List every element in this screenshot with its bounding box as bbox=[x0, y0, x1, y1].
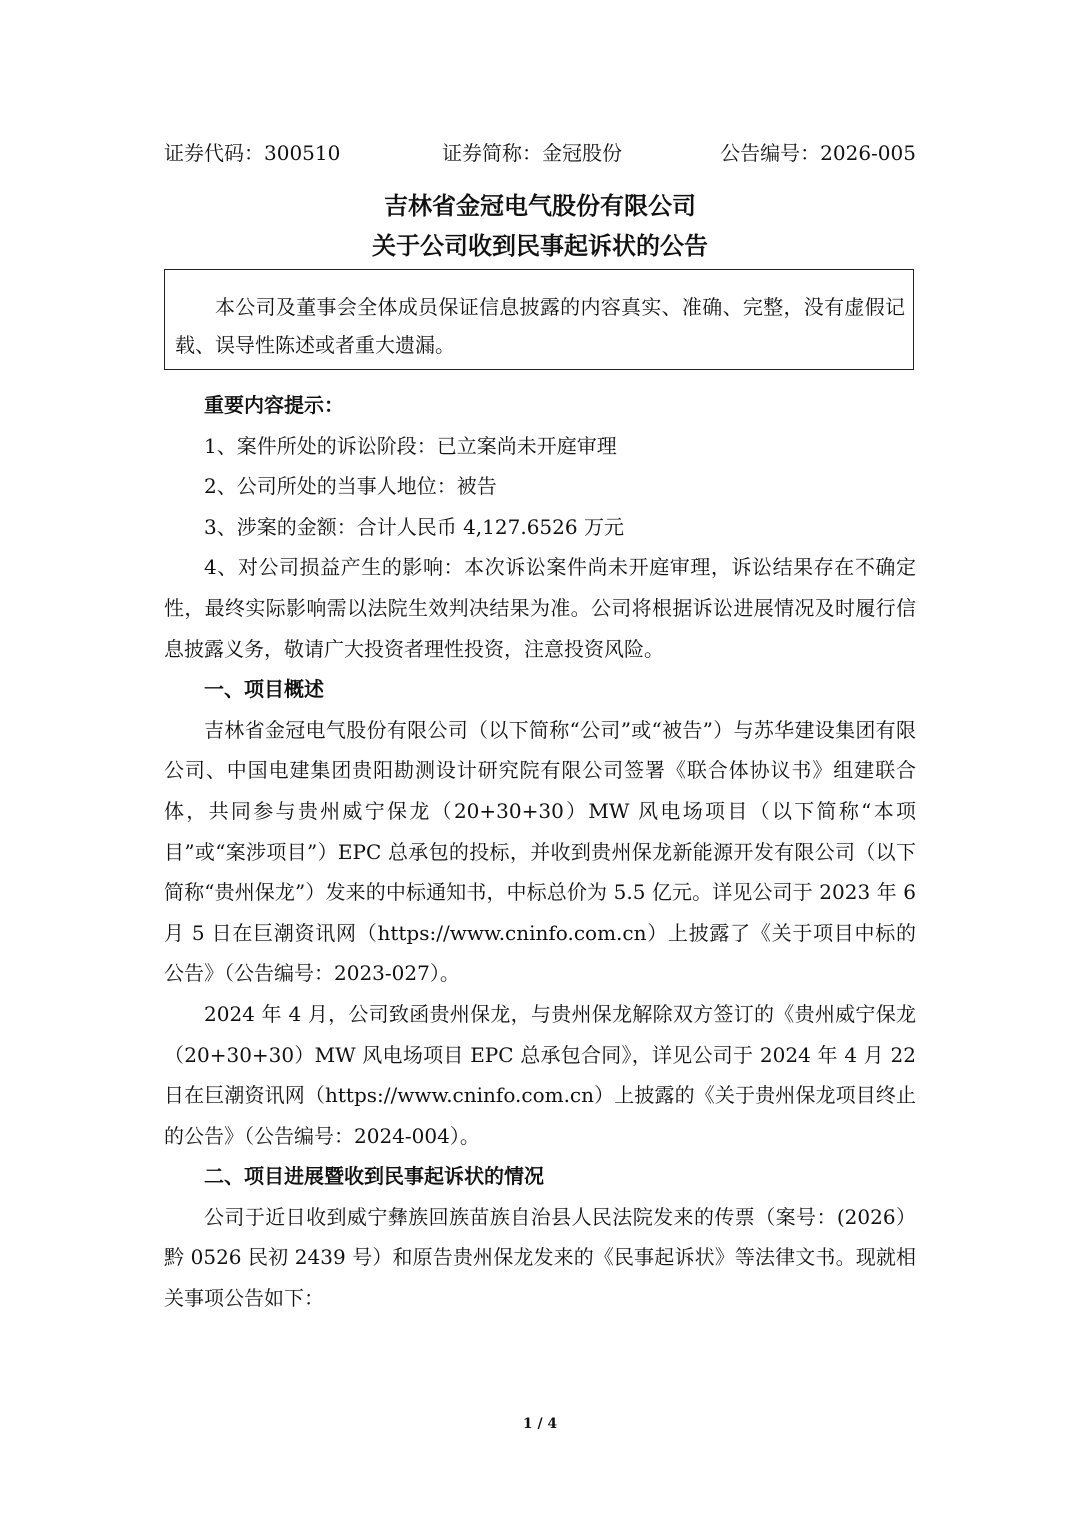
paragraph: 吉林省金冠电气股份有限公司（以下简称“公司”或“被告”）与苏华建设集团有限公司、中国电建集团贵阳勘测设计研究院有限公司签署《联合体协议书》组建联合体，共同参与贵州威宁保龙（20+30+30）MW 风电场项目（以下简称“本项目”或“案涉项目”）EPC 总承包的投标，并收到贵州保龙新能源开发有限公司（以下简称“贵州保龙”）发来的中标通知书，中标总价为 5.5 亿元。详见公司于 2023 年 6 月 5 日在巨潮资讯网（https://www.cninfo.com.cn）上披露了《关于项目中标的公告》（公告编号：2023-027）。 bbox=[164, 717, 916, 986]
board-statement-box bbox=[164, 269, 914, 370]
section-heading-overview: 一、项目概述 bbox=[204, 677, 324, 702]
board-statement-text: 本公司及董事会全体成员保证信息披露的内容真实、准确、完整，没有虚假记载、误导性陈述或者重大遗漏。 bbox=[175, 295, 905, 357]
company-title: 吉林省金冠电气股份有限公司 bbox=[384, 191, 696, 220]
summary-heading: 重要内容提示： bbox=[204, 393, 344, 417]
summary-item: 1、案件所处的诉讼阶段：已立案尚未开庭审理 bbox=[204, 433, 617, 458]
paragraph: 公司于近日收到威宁彝族回族苗族自治县人民法院发来的传票（案号：(2026）黔 0526 民初 2439 号）和原告贵州保龙发来的《民事起诉状》等法律文书。现就相关事项公告如下： bbox=[164, 1204, 916, 1311]
page-number: 1 / 4 bbox=[522, 1416, 558, 1432]
summary-item: 4、对公司损益产生的影响：本次诉讼案件尚未开庭审理，诉讼结果存在不确定性，最终实际影响需以法院生效判决结果为准。公司将根据诉讼进展情况及时履行信息披露义务，敬请广大投资者理性投资，注意投资风险。 bbox=[164, 555, 916, 661]
summary-item: 2、公司所处的当事人地位：被告 bbox=[204, 474, 497, 499]
paragraph: 2024 年 4 月，公司致函贵州保龙，与贵州保龙解除双方签订的《贵州威宁保龙（20+30+30）MW 风电场项目 EPC 总承包合同》，详见公司于 2024 年 4 月 22 日在巨潮资讯网（https://www.cninfo.com.cn）上披露的《关于贵州保龙项目终止的公告》（公告编号：2024-004）。 bbox=[164, 1001, 916, 1148]
announcement-title: 关于公司收到民事起诉状的公告 bbox=[372, 231, 708, 260]
stock-name: 证券简称：金冠股份 bbox=[442, 141, 622, 165]
document-body bbox=[164, 385, 916, 1319]
document-header bbox=[164, 138, 916, 168]
section-heading-progress: 二、项目进展暨收到民事起诉状的情况 bbox=[204, 1164, 544, 1189]
summary-item: 3、涉案的金额：合计人民币 4,127.6526 万元 bbox=[204, 514, 624, 539]
notice-number: 公告编号：2026-005 bbox=[720, 141, 916, 165]
stock-code: 证券代码：300510 bbox=[164, 141, 341, 165]
